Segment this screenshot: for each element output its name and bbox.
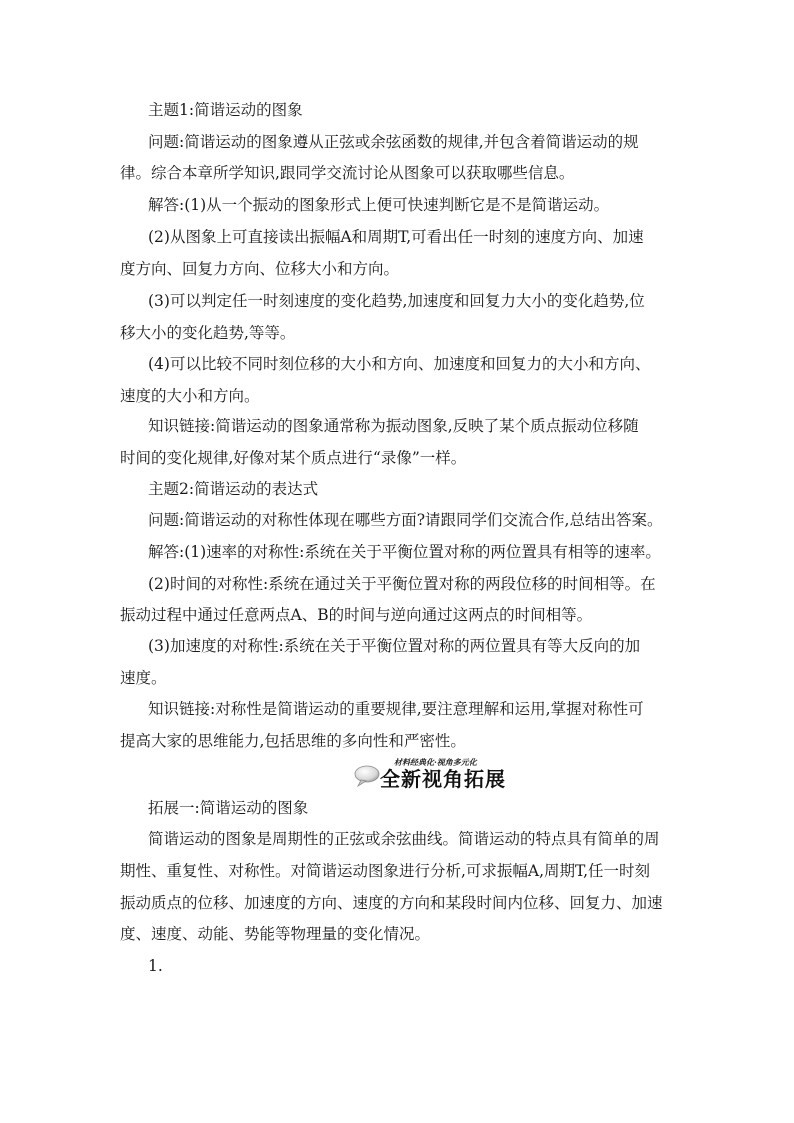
- section-heading-topic-2: 主题2:简谐运动的表达式: [148, 480, 319, 498]
- paragraph-line: 知识链接:简谐运动的图象通常称为振动图象,反映了某个质点振动位移随: [148, 417, 639, 435]
- paragraph-line: 期性、重复性、对称性。对简谐运动图象进行分析,可求振幅A,周期T,任一时刻: [120, 862, 651, 880]
- paragraph-line: (2)时间的对称性:系统在通过关于平衡位置对称的两段位移的时间相等。在: [148, 575, 656, 593]
- paragraph-line: 度方向、回复力方向、位移大小和方向。: [120, 260, 400, 278]
- list-number: 1.: [148, 957, 163, 975]
- paragraph-line: 提高大家的思维能力,包括思维的多向性和严密性。: [120, 732, 466, 750]
- paragraph-line: 振动过程中通过任意两点A、B的时间与逆向通过这两点的时间相等。: [120, 606, 593, 624]
- paragraph-line: (3)加速度的对称性:系统在关于平衡位置对称的两位置具有等大反向的加: [148, 637, 641, 655]
- paragraph-line: 速度。: [120, 669, 167, 687]
- paragraph-line: (4)可以比较不同时刻位移的大小和方向、加速度和回复力的大小和方向、: [148, 355, 651, 373]
- paragraph-line: 解答:(1)速率的对称性:系统在关于平衡位置对称的两位置具有相等的速率。: [148, 543, 661, 561]
- banner-subtitle: 材料经典化·视角多元化: [394, 757, 477, 767]
- paragraph-line: 速度的大小和方向。: [120, 387, 260, 405]
- speech-bubble-icon: [354, 765, 380, 787]
- paragraph-line: (2)从图象上可直接读出振幅A和周期T,可看出任一时刻的速度方向、加速: [148, 228, 644, 246]
- paragraph-line: (3)可以判定任一时刻速度的变化趋势,加速度和回复力大小的变化趋势,位: [148, 292, 645, 310]
- paragraph-line: 移大小的变化趋势,等等。: [120, 324, 296, 342]
- section-banner: [354, 757, 506, 793]
- paragraph-line: 律。综合本章所学知识,跟同学交流讨论从图象可以获取哪些信息。: [120, 164, 575, 182]
- paragraph-line: 知识链接:对称性是简谐运动的重要规律,要注意理解和运用,掌握对称性可: [148, 700, 644, 718]
- paragraph-line: 问题:简谐运动的对称性体现在哪些方面?请跟同学们交流合作,总结出答案。: [148, 511, 663, 529]
- paragraph-line: 简谐运动的图象是周期性的正弦或余弦曲线。简谐运动的特点具有简单的周: [148, 830, 660, 848]
- paragraph-line: 振动质点的位移、加速度的方向、速度的方向和某段时间内位移、回复力、加速: [120, 894, 663, 912]
- section-heading-topic-1: 主题1:简谐运动的图象: [148, 101, 303, 119]
- paragraph-line: 解答:(1)从一个振动的图象形式上便可快速判断它是不是简谐运动。: [148, 196, 610, 214]
- paragraph-line: 度、速度、动能、势能等物理量的变化情况。: [120, 925, 431, 943]
- banner-title: 全新视角拓展: [380, 767, 506, 791]
- paragraph-line: 时间的变化规律,好像对某个质点进行“录像”一样。: [120, 449, 467, 467]
- section-heading-extension-1: 拓展一:简谐运动的图象: [148, 799, 309, 817]
- paragraph-line: 问题:简谐运动的图象遵从正弦或余弦函数的规律,并包含着简谐运动的规: [148, 133, 639, 151]
